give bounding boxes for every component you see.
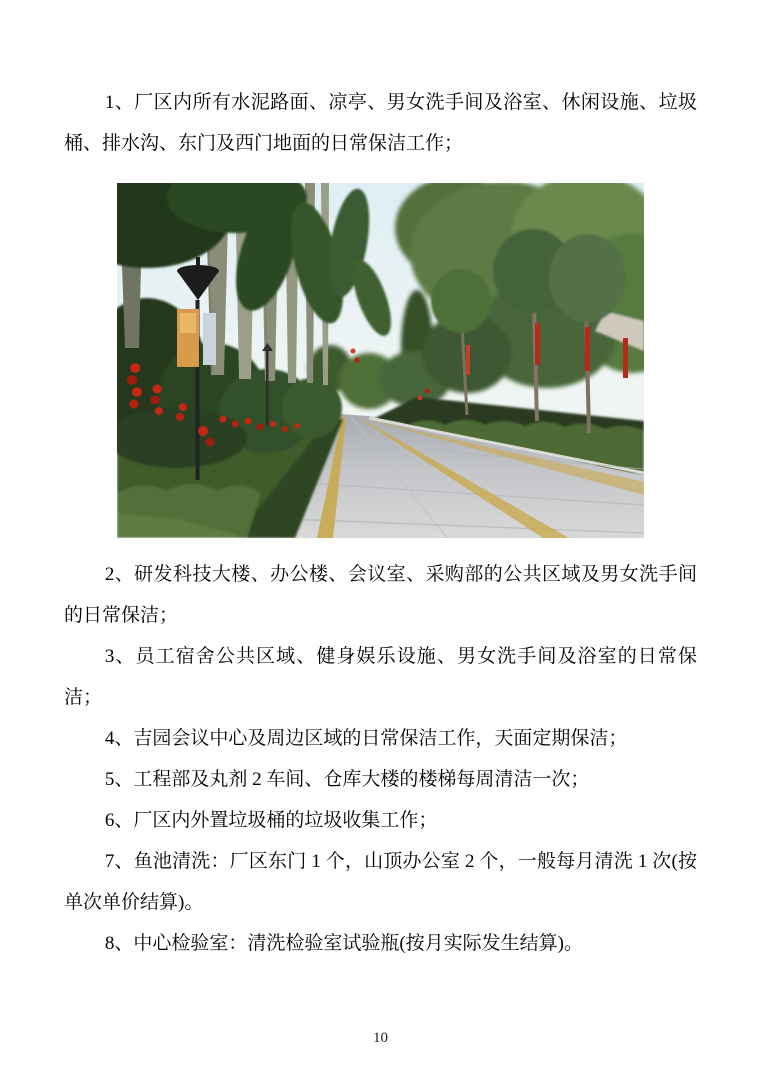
list-item-8: 8、中心检验室：清洗检验室试验瓶(按月实际发生结算)。 (104, 933, 583, 954)
list-item-3: 3、员工宿舍公共区域、健身娱乐设施、男女洗手间及浴室的日常保洁； (64, 646, 697, 708)
list-item-1: 1、厂区内所有水泥路面、凉亭、男女洗手间及浴室、休闲设施、垃圾桶、排水沟、东门及西门地面的日常保洁工作； (64, 92, 697, 154)
campus-road-photo (117, 183, 644, 538)
list-item-5: 5、工程部及丸剂 2 车间、仓库大楼的楼梯每周清洁一次； (104, 769, 590, 790)
list-item-4: 4、吉园会议中心及周边区域的日常保洁工作，天面定期保洁； (104, 728, 628, 749)
list-item-7: 7、鱼池清洗：厂区东门 1 个，山顶办公室 2 个，一般每月清洗 1 次(按单次单价结算)。 (64, 851, 697, 913)
campus-road-photo-svg (117, 183, 644, 538)
list-item-6: 6、厂区内外置垃圾桶的垃圾收集工作； (104, 810, 438, 831)
page-number: 10 (373, 1030, 388, 1046)
list-item-2: 2、研发科技大楼、办公楼、会议室、采购部的公共区域及男女洗手间的日常保洁； (64, 564, 697, 626)
